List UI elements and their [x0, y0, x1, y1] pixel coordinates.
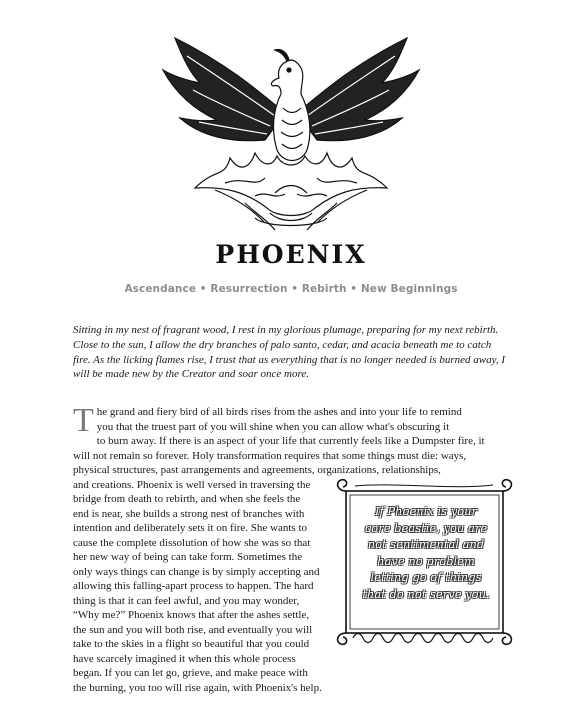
- body-line: have scarcely imagined it when this whole process: [73, 652, 296, 665]
- quote-text: [352, 503, 500, 602]
- body-line: end is near, she builds a strong nest of branches with: [73, 507, 305, 520]
- quote-line: not sentimental and: [367, 537, 485, 551]
- body-line: “Why me?” Phoenix knows that after the ashes settle,: [73, 609, 310, 621]
- subtitle-keywords: Ascendance • Resurrection • Rebirth • New Beginnings: [124, 283, 458, 295]
- body-line: allowing this falling-apart process to happen. The hard: [73, 580, 314, 592]
- body-line: her new way of being can take form. Sometimes the: [73, 551, 303, 563]
- body-line: you that the truest part of you will shine when you can allow what's obscuring it: [96, 420, 450, 433]
- body-line: physical structures, past arrangements and agreements, organizations, relationships,: [73, 464, 441, 476]
- body-line: will not remain so forever. Holy transformation requires that some things must die: ways,: [73, 449, 467, 462]
- body-line: thing is that it can feel awful, and you may wonder,: [73, 594, 300, 607]
- phoenix-illustration: [155, 18, 427, 240]
- quote-line: core beastie, you are: [364, 520, 488, 535]
- body-narrow-column: [73, 478, 326, 696]
- body-line: only ways things can change is by simply accepting and: [73, 565, 320, 578]
- body-line: cause the complete dissolution of how she was so that: [73, 536, 311, 549]
- body-line: to burn away. If there is an aspect of your life that currently feels like a Dumpster fire, it: [96, 435, 485, 447]
- quote-line: If Phoenix is your: [374, 504, 478, 518]
- body-line: the sun and you will both rise, and eventually you will: [73, 623, 313, 636]
- quote-line: letting go of things: [370, 570, 482, 584]
- quote-line: that do not serve you.: [362, 586, 490, 601]
- body-line: bridge from death to rebirth, and when she feels the: [73, 493, 301, 505]
- page-title: PHOENIX: [215, 240, 367, 269]
- body-line: he grand and fiery bird of all birds rises from the ashes and into your life to remind: [96, 406, 462, 418]
- quote-line: have no problem: [377, 553, 475, 568]
- body-line: take to the skies in a flight so beautiful that you could: [73, 638, 310, 650]
- drop-cap: T: [73, 402, 94, 439]
- body-line: intention and deliberately sets it on fire. She wants to: [73, 522, 308, 534]
- intro-paragraph: Sitting in my nest of fragrant wood, I rest in my glorious plumage, preparing for my next rebirth. Close to the sun, I allow the dry branches of palo santo, cedar, and acacia beneath me to catch fire. As the licking flames rise, I trust that as everything that is no longer needed is burned away, I will be made new by the Creator and soar once more.: [73, 324, 506, 381]
- body-line: the burning, you too will rise again, with Phoenix's help.: [73, 681, 322, 694]
- body-line: and creations. Phoenix is well versed in traversing the: [73, 478, 311, 491]
- body-line: began. If you can let go, grieve, and make peace with: [73, 667, 308, 679]
